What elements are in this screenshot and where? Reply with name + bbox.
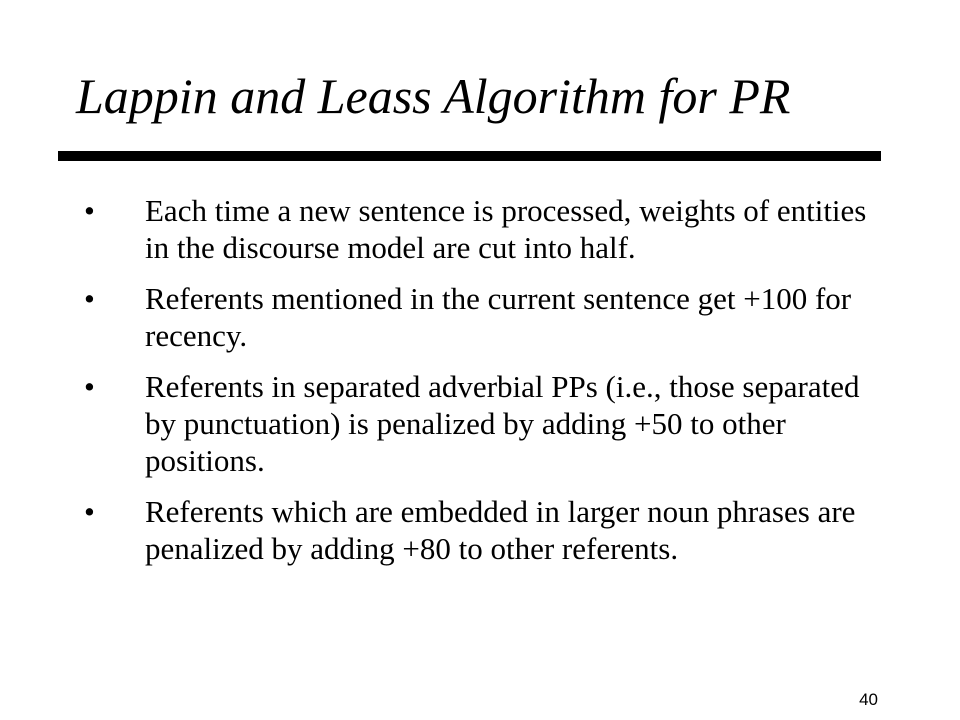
bullet-text: Referents mentioned in the current sentence get +100 for recency. bbox=[145, 281, 852, 353]
bullet-item bbox=[76, 368, 876, 479]
bullet-text: Each time a new sentence is processed, weights of entities in the discourse model are cut into half. bbox=[145, 193, 867, 265]
bullet-icon: • bbox=[84, 193, 95, 228]
bullet-item bbox=[76, 192, 876, 266]
bullet-list bbox=[76, 192, 876, 581]
bullet-icon: • bbox=[84, 494, 95, 529]
bullet-item bbox=[76, 280, 876, 354]
bullet-item bbox=[76, 493, 876, 567]
slide-title: Lappin and Leass Algorithm for PR bbox=[76, 68, 791, 124]
title-divider bbox=[58, 151, 881, 161]
bullet-text: Referents in separated adverbial PPs (i.e., those separated by punctuation) is penalized by adding +50 to other positions. bbox=[145, 369, 860, 478]
bullet-icon: • bbox=[84, 369, 95, 404]
bullet-text: Referents which are embedded in larger noun phrases are penalized by adding +80 to other referents. bbox=[145, 494, 856, 566]
bullet-icon: • bbox=[84, 281, 95, 316]
page-number: 40 bbox=[859, 690, 878, 709]
